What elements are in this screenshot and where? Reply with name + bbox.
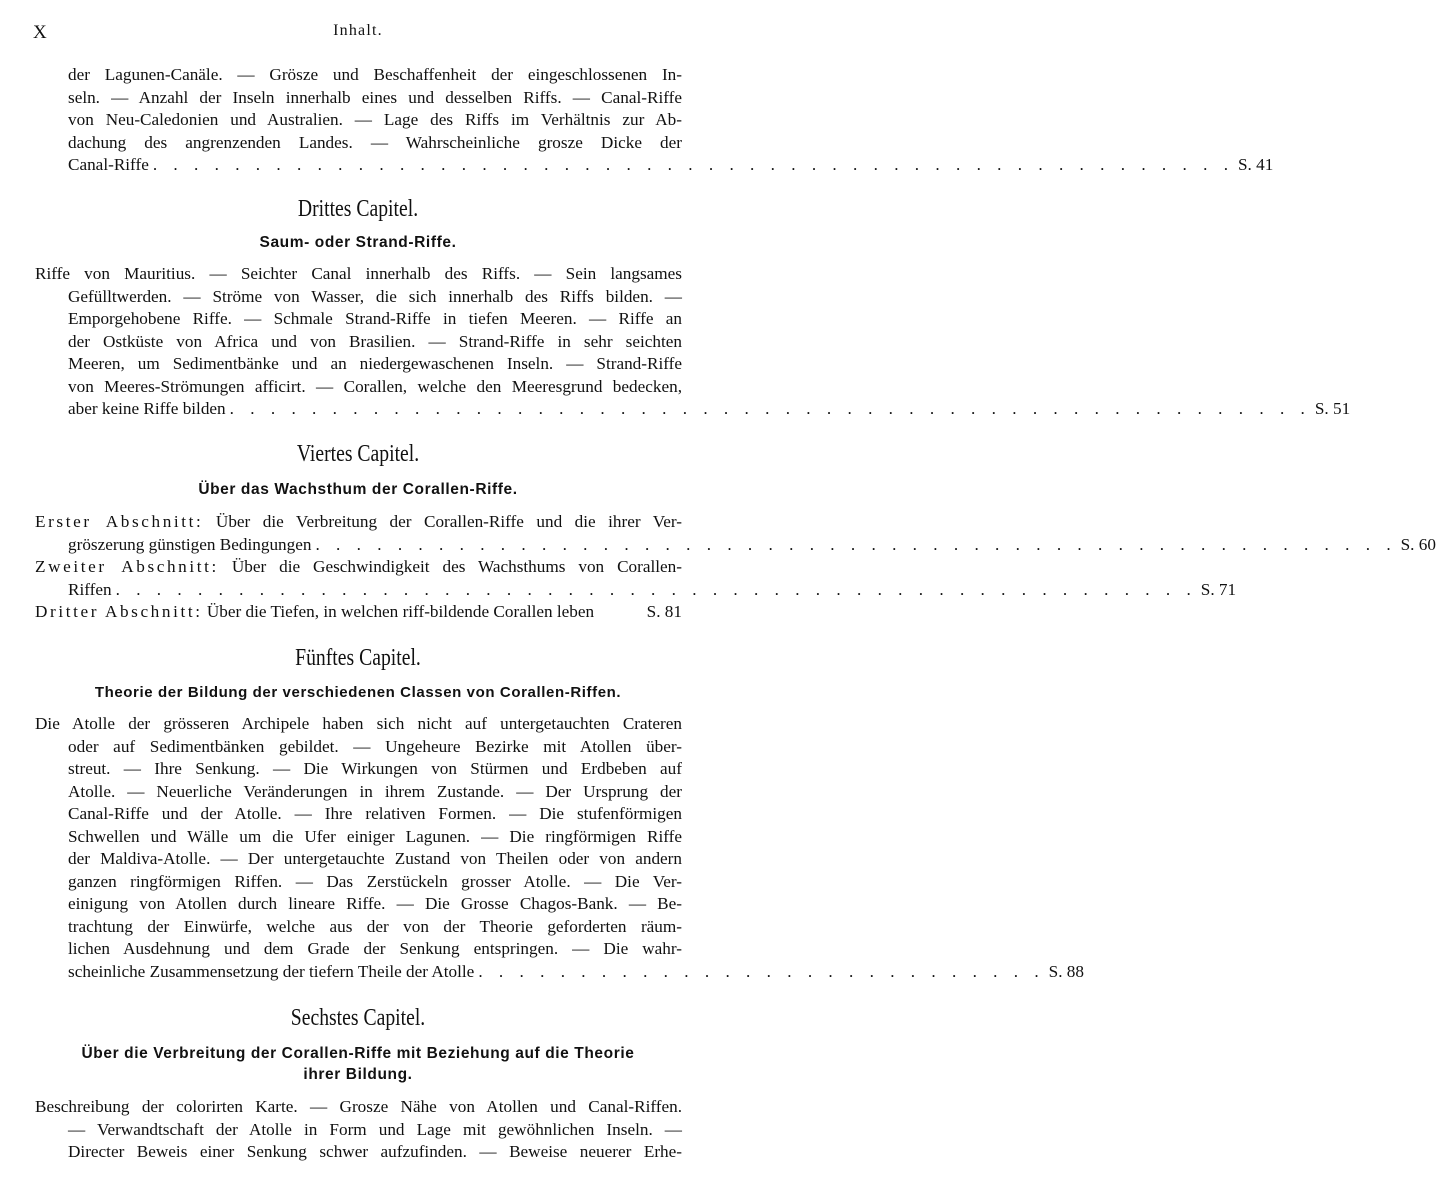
page-ref: S. 88 — [1048, 961, 1084, 981]
summary-line: einigung von Atollen durch lineare Riffe. — Die Grosse Chagos-Bank. — Be- — [68, 894, 682, 913]
toc-line — [35, 961, 1084, 984]
chapter-title: Fünftes Capitel. — [295, 645, 421, 671]
page-ref: S. 41 — [1238, 155, 1274, 174]
summary-line: Beschreibung der colorirten Karte. — Grosze Nähe von Atollen und Canal-Riffen. — [35, 1097, 682, 1116]
page-ref: S. 81 — [646, 602, 682, 621]
chapter-title: Viertes Capitel. — [296, 441, 420, 467]
chapter-subtitle: Über das Wachsthum der Corallen-Riffe. — [198, 481, 518, 498]
section-label: Erster Abschnitt: — [35, 512, 204, 531]
leader-dots: . . . . . . . . . . . . . . . . . . . . . . . . . . . . . . . . . . . . . . . . . . . . . . . . . . . . . — [229, 399, 1311, 418]
section-text: Über die Geschwindigkeit des Wachsthums von Corallen- — [231, 557, 683, 576]
summary-line: oder auf Sedimentbänken gebildet. — Ungeheure Bezirke mit Atollen über- — [68, 736, 682, 756]
summary-line: Gefülltwerden. — Ströme von Wasser, die sich innerhalb des Riffs bilden. — — [68, 286, 682, 306]
page-ref: S. 51 — [1314, 399, 1351, 418]
summary-line: von Meeres-Strömungen afficirt. — Corallen, welche den Meeresgrund bedecken, — [68, 376, 682, 396]
summary-line: der Ostküste von Africa und von Brasilien. — Strand-Riffe in sehr seichten — [68, 331, 682, 351]
chapter-subtitle: Theorie der Bildung der verschiedenen Classen von Corallen-Riffen. — [94, 684, 622, 701]
leader-dots: . . . . . . . . . . . . . . . . . . . . . . . . . . . . . . . . . . . . . . . . . . . . . . . . . . . . . — [152, 155, 1234, 174]
summary-line: Emporgehobene Riffe. — Schmale Strand-Riffe in tiefen Meeren. — Riffe an — [68, 309, 682, 328]
chapter-summary — [35, 713, 1084, 983]
toc-text: Canal-Riffe — [68, 155, 149, 174]
section-text: Über die Verbreitung der Corallen-Riffe und die ihrer Ver- — [215, 512, 683, 531]
section-label: Dritter Abschnitt: — [35, 602, 203, 621]
chapter-subtitle: Über die Verbreitung der Corallen-Riffe mit Beziehung auf die Theorie — [81, 1045, 635, 1062]
summary-line: Canal-Riffe und der Atolle. — Ihre relativen Formen. — Die stufenförmigen — [68, 804, 682, 823]
toc-line — [35, 601, 682, 624]
summary-line: Atolle. — Neuerliche Veränderungen in ihrem Zustande. — Der Ursprung der — [68, 781, 682, 801]
chapter-title: Sechstes Capitel. — [290, 1005, 426, 1031]
section-line — [35, 511, 682, 534]
section-line — [35, 601, 594, 624]
summary-line: ganzen ringförmigen Riffen. — Das Zerstückeln grosser Atolle. — Die Ver- — [68, 871, 682, 891]
chapter-title: Drittes Capitel. — [297, 196, 419, 222]
running-header: Inhalt. — [333, 22, 383, 39]
chapter-summary — [35, 263, 1351, 421]
leader-dots: . . . . . . . . . . . . . . . . . . . . . . . . . . . . . . . . . . . . . . . . . . . . . . . . . . . . . — [115, 579, 1197, 599]
continued-entry — [68, 64, 1274, 177]
page-number: X — [33, 22, 48, 43]
entry-line: seln. — Anzahl der Inseln innerhalb eines und desselben Riffs. — Canal-Riffe — [68, 87, 682, 107]
toc-line — [35, 534, 1436, 557]
summary-line: Die Atolle der grösseren Archipele haben sich nicht auf untergetauchten Crateren — [35, 714, 682, 733]
chapter-subtitle: Saum- oder Strand-Riffe. — [259, 234, 457, 251]
page-ref: S. 71 — [1200, 579, 1237, 599]
leader-dots: . . . . . . . . . . . . . . . . . . . . . . . . . . . . . . . . . . . . . . . . . . . . . . . . . . . . . — [315, 534, 1397, 554]
section-text: Über die Tiefen, in welchen riff-bildende Corallen leben — [206, 602, 595, 621]
toc-line — [35, 579, 1237, 602]
chapter-sections — [35, 511, 1436, 624]
summary-line: — Verwandtschaft der Atolle in Form und Lage mit gewöhnlichen Inseln. — — [68, 1119, 682, 1139]
page-ref: S. 60 — [1400, 534, 1436, 554]
toc-text: Riffen — [68, 579, 112, 599]
summary-line: trachtung der Einwürfe, welche aus der von der Theorie geforderten räum- — [68, 916, 682, 936]
summary-line: Schwellen und Wälle um die Ufer einiger Lagunen. — Die ringförmigen Riffe — [68, 826, 682, 846]
toc-line — [35, 398, 1351, 421]
section-label: Zweiter Abschnitt: — [35, 557, 219, 576]
toc-text: scheinliche Zusammensetzung der tiefern Theile der Atolle — [68, 961, 475, 981]
toc-line — [68, 154, 1274, 177]
chapter-summary — [35, 1096, 682, 1164]
entry-line: von Neu-Caledonien und Australien. — Lage des Riffs im Verhältnis zur Ab- — [68, 110, 682, 129]
summary-line: Riffe von Mauritius. — Seichter Canal innerhalb des Riffs. — Sein langsames — [35, 264, 682, 283]
section-line — [35, 556, 682, 579]
toc-text: gröszerung günstigen Bedingungen — [68, 534, 312, 554]
summary-line: lichen Ausdehnung und dem Grade der Senkung entspringen. — Die wahr- — [68, 939, 682, 958]
summary-line: Directer Beweis einer Senkung schwer aufzufinden. — Beweise neuerer Erhe- — [68, 1142, 682, 1161]
summary-line: streut. — Ihre Senkung. — Die Wirkungen von Stürmen und Erdbeben auf — [68, 759, 682, 778]
leader-dots: . . . . . . . . . . . . . . . . . . . . . . . . . . . . — [478, 961, 1045, 981]
summary-line: der Maldiva-Atolle. — Der untergetauchte Zustand von Theilen oder von andern — [68, 849, 682, 868]
summary-line: Meeren, um Sedimentbänke und an niedergewaschenen Inseln. — Strand-Riffe — [68, 354, 682, 373]
toc-text: aber keine Riffe bilden — [68, 399, 226, 418]
chapter-subtitle: ihrer Bildung. — [303, 1066, 413, 1083]
entry-line: der Lagunen-Canäle. — Grösze und Beschaffenheit der eingeschlossenen In- — [68, 65, 682, 84]
entry-line: dachung des angrenzenden Landes. — Wahrscheinliche grosze Dicke der — [68, 132, 682, 152]
